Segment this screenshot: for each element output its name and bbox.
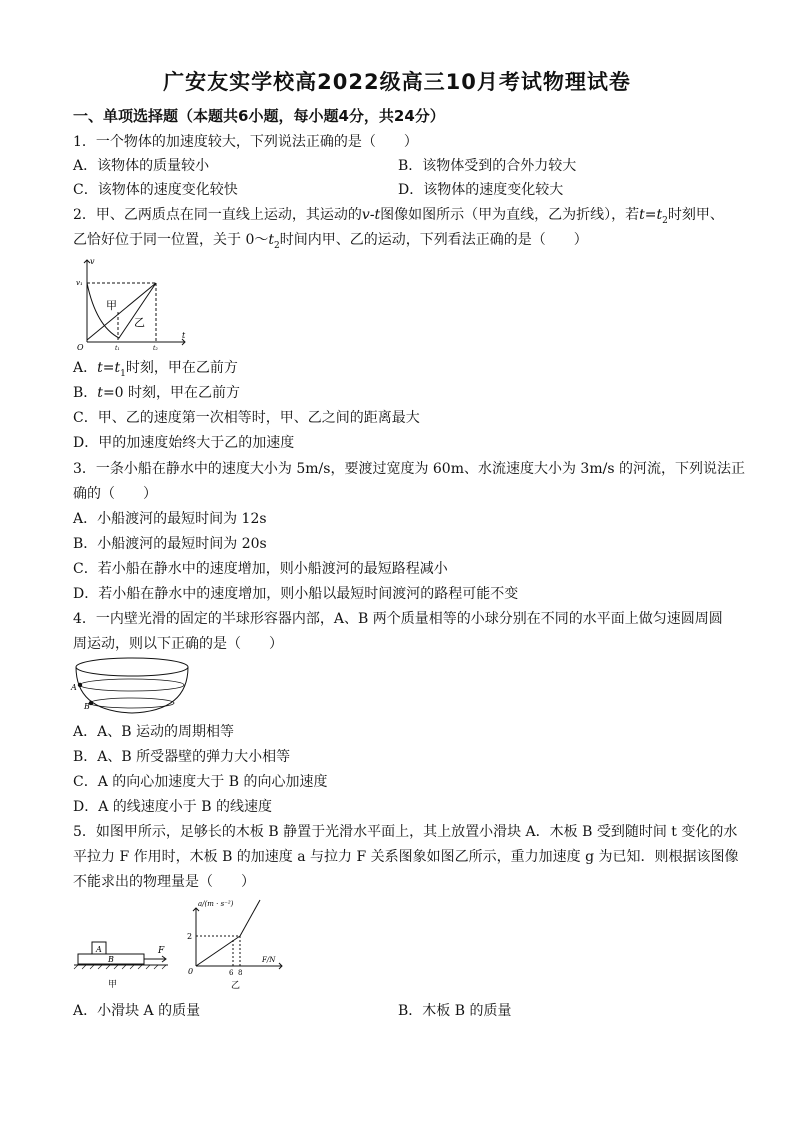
orbit-b — [90, 698, 174, 708]
yi-label: 乙 — [134, 316, 145, 329]
t2-label: t₂ — [153, 345, 158, 350]
origin-0: 0 — [188, 967, 194, 976]
q2-option-b: B．t=0 时刻，甲在乙前方 — [73, 385, 241, 401]
jia-label: 甲 — [106, 299, 117, 312]
q3-option-c: C．若小船在静水中的速度增加，则小船渡河的最短路程减小 — [73, 561, 448, 577]
q3-stem-line2: 确的（ ） — [73, 486, 157, 502]
q4-stem-line1: 4．一内壁光滑的固定的半球形容器内部，A、B 两个质量相等的小球分别在不同的水平面上做匀速圆周圆 — [73, 611, 723, 627]
block-a-label: A — [96, 945, 102, 954]
t1-label: t₁ — [115, 345, 120, 350]
q3-option-a: A．小船渡河的最短时间为 12s — [73, 511, 267, 527]
f-axis-label: F/N — [262, 956, 276, 964]
q3-stem-line1: 3．一条小船在静水中的速度大小为 5m/s，要渡过宽度为 60m、水流速度大小为 3m/s 的河流，下列说法正 — [73, 461, 745, 477]
q5-option-b: B．木板 B 的质量 — [398, 1003, 512, 1019]
orbit-a — [80, 679, 184, 691]
section-heading: 一、单项选择题（本题共6小题，每小题4分，共24分） — [73, 107, 445, 125]
q2-option-a: A．$t=t_1$时刻，甲在乙前方 — [73, 360, 238, 379]
a-axis-label: a/(m · s⁻²) — [198, 900, 234, 908]
q4-option-b: B．A、B 所受器壁的弹力大小相等 — [73, 749, 291, 765]
origin-label: O — [77, 343, 84, 350]
q4-hemisphere-figure — [70, 655, 194, 717]
q2-vt-graph — [72, 254, 192, 350]
bowl-rim — [76, 658, 188, 676]
ball-a — [78, 683, 82, 687]
q5-figure-yi-graph — [180, 896, 290, 996]
force-label: F — [158, 946, 165, 956]
q1-option-b: B．该物体受到的合外力较大 — [398, 158, 577, 174]
q2-stem-line2: 乙恰好位于同一位置，关于 $0\sim t_2$时间内甲、乙的运动，下列看法正确的是（ ） — [73, 232, 588, 251]
q1-option-d: D．该物体的速度变化较大 — [398, 182, 564, 198]
tick-f-8: 8 — [238, 969, 243, 977]
tick-a-2: 2 — [187, 932, 193, 941]
q3-option-d: D．若小船在静水中的速度增加，则小船以最短时间渡河的路程可能不变 — [73, 586, 519, 602]
v-axis-label: v — [90, 257, 95, 266]
fig-jia-caption: 甲 — [108, 980, 118, 990]
q1-option-a: A．该物体的质量较小 — [73, 158, 210, 174]
ball-b-label: B — [84, 702, 90, 711]
q1-stem: 1．一个物体的加速度较大，下列说法正确的是（ ） — [73, 134, 418, 150]
q5-option-a: A．小滑块 A 的质量 — [73, 1003, 201, 1019]
q4-stem-line2: 周运动，则以下正确的是（ ） — [73, 636, 283, 652]
q3-option-b: B．小船渡河的最短时间为 20s — [73, 536, 267, 552]
q5-stem-line3: 不能求出的物理量是（ ） — [73, 874, 255, 890]
graph-segment-2 — [240, 900, 260, 936]
jia-line — [87, 283, 156, 340]
q5-stem-line2: 平拉力 F 作用时，木板 B 的加速度 a 与拉力 F 关系图象如图乙所示，重力加速度 g 为已知．则根据该图像 — [73, 849, 739, 865]
q4-option-d: D．A 的线速度小于 B 的线速度 — [73, 799, 272, 815]
v1-label: v₁ — [76, 279, 83, 287]
ball-a-label: A — [71, 683, 77, 692]
q4-option-c: C．A 的向心加速度大于 B 的向心加速度 — [73, 774, 328, 790]
q1-option-c: C．该物体的速度变化较快 — [73, 182, 238, 198]
q2-option-d: D．甲的加速度始终大于乙的加速度 — [73, 435, 295, 451]
q5-stem-line1: 5．如图甲所示，足够长的木板 B 静置于光滑水平面上，其上放置小滑块 A．木板 B 受到随时间 t 变化的水 — [73, 824, 738, 840]
tick-f-6: 6 — [229, 969, 234, 977]
t-axis-label: t — [182, 331, 186, 340]
fig-yi-caption: 乙 — [231, 981, 241, 991]
ground-hatching — [74, 965, 166, 969]
q5-figure-jia — [72, 938, 172, 992]
board-b-label: B — [108, 955, 114, 964]
q2-option-c: C．甲、乙的速度第一次相等时，甲、乙之间的距离最大 — [73, 410, 420, 426]
q4-option-a: A．A、B 运动的周期相等 — [73, 724, 234, 740]
exam-title: 广安友实学校高2022级高三10月考试物理试卷 — [163, 70, 631, 94]
q2-stem-line1: 2．甲、乙两质点在同一直线上运动，其运动的v-t图像如图所示（甲为直线，乙为折线），若$t=t_2$时刻甲、 — [73, 207, 724, 226]
